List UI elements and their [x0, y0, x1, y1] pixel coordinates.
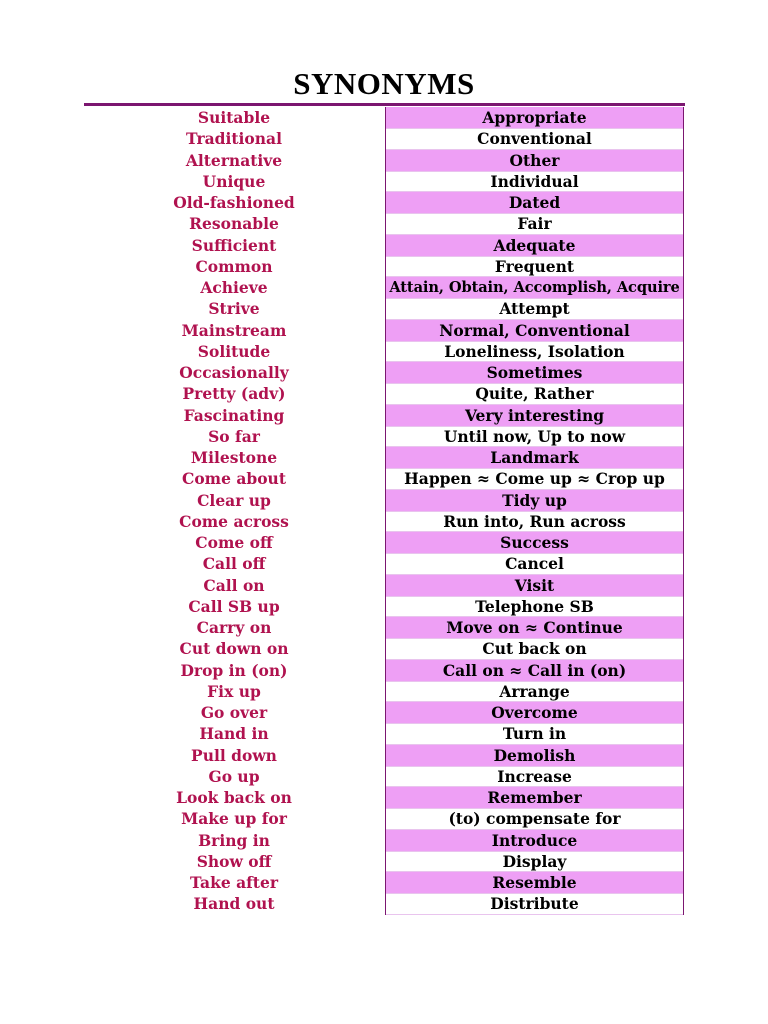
synonym-cell: Cancel [385, 553, 684, 574]
word-cell: Take after [190, 873, 278, 892]
table-row [84, 808, 685, 829]
table-row [84, 235, 685, 256]
table-row [84, 426, 685, 447]
table-row [84, 277, 685, 298]
word-cell: Pretty (adv) [182, 384, 286, 404]
synonym-cell: Turn in [385, 723, 684, 744]
table-row [84, 872, 685, 893]
table-row [84, 320, 685, 341]
word-cell: Come off [195, 533, 273, 552]
synonym-cell: Success [385, 532, 684, 553]
synonym-table [84, 107, 685, 915]
synonym-cell: Overcome [385, 702, 684, 723]
word-cell: Achieve [200, 278, 268, 297]
synonym-cell: Increase [385, 766, 684, 787]
table-row [84, 107, 685, 128]
table-row [84, 362, 685, 383]
table-row [84, 256, 685, 277]
word-cell: Come about [182, 469, 286, 489]
word-cell: Traditional [186, 129, 282, 149]
synonym-cell: Attain, Obtain, Accomplish, Acquire [385, 277, 684, 298]
synonym-cell: Quite, Rather [385, 383, 684, 404]
word-cell: Suitable [197, 108, 271, 127]
synonym-cell: Resemble [385, 872, 684, 893]
synonym-cell: Adequate [385, 235, 684, 256]
table-row [84, 447, 685, 468]
synonym-cell: Until now, Up to now [385, 426, 684, 447]
word-cell: Hand in [199, 724, 269, 744]
synonym-cell: Other [385, 150, 684, 171]
table-row [84, 660, 685, 681]
table-row [84, 787, 685, 808]
table-row [84, 150, 685, 171]
word-cell: Look back on [176, 788, 292, 807]
synonym-cell: Run into, Run across [385, 511, 684, 532]
table-row [84, 383, 685, 404]
word-cell: Call on [203, 575, 265, 595]
table-row [84, 490, 685, 511]
table-row [84, 405, 685, 426]
synonym-cell: Happen ≈ Come up ≈ Crop up [385, 468, 684, 489]
word-cell: Drop in (on) [180, 660, 288, 680]
word-cell: Milestone [190, 448, 278, 467]
word-cell: Mainstream [181, 320, 287, 340]
table-row [84, 596, 685, 617]
word-cell: Go over [200, 703, 268, 722]
word-cell: Come across [179, 511, 289, 531]
word-cell: Clear up [197, 490, 271, 510]
table-row [84, 702, 685, 723]
synonym-cell: Frequent [385, 256, 684, 277]
synonym-cell: Display [385, 851, 684, 872]
page-title: SYNONYMS [293, 66, 475, 101]
table-row [84, 893, 685, 914]
synonym-cell: Normal, Conventional [385, 320, 684, 341]
word-cell: Old-fashioned [173, 193, 295, 212]
synonym-cell: Remember [385, 787, 684, 808]
synonym-cell: Very interesting [385, 405, 684, 426]
table-row [84, 830, 685, 851]
table-row [84, 341, 685, 362]
synonym-cell: Fair [385, 213, 684, 234]
synonym-cell: Arrange [385, 681, 684, 702]
table-row [84, 532, 685, 553]
synonym-cell: Loneliness, Isolation [385, 341, 684, 362]
word-cell: So far [208, 426, 260, 446]
synonym-cell: Call on ≈ Call in (on) [385, 660, 684, 681]
synonym-cell: Individual [385, 171, 684, 192]
table-row [84, 681, 685, 702]
title-divider [84, 103, 685, 106]
table-row [84, 128, 685, 149]
synonym-cell: Sometimes [385, 362, 684, 383]
synonym-cell: Appropriate [385, 107, 684, 128]
word-cell: Fix up [207, 681, 261, 701]
table-row [84, 766, 685, 787]
word-cell: Show off [196, 851, 272, 871]
table-row [84, 575, 685, 596]
table-row [84, 298, 685, 319]
word-cell: Pull down [191, 745, 277, 765]
word-cell: Solitude [197, 341, 271, 361]
table-row [84, 617, 685, 638]
word-cell: Call off [202, 554, 266, 574]
synonym-cell: Conventional [385, 128, 684, 149]
synonym-cell: Visit [385, 575, 684, 596]
word-cell: Bring in [198, 830, 270, 850]
word-cell: Call SB up [188, 596, 280, 616]
synonym-cell: Demolish [385, 745, 684, 766]
word-cell: Make up for [181, 809, 287, 829]
word-cell: Hand out [193, 894, 275, 914]
synonym-cell: Telephone SB [385, 596, 684, 617]
table-row [84, 638, 685, 659]
table-row [84, 171, 685, 192]
word-cell: Unique [202, 171, 266, 191]
word-cell: Sufficient [191, 235, 277, 255]
table-row [84, 553, 685, 574]
word-cell: Fascinating [183, 405, 285, 425]
table-row [84, 192, 685, 213]
word-cell: Resonable [189, 214, 279, 234]
table-row [84, 511, 685, 532]
synonym-cell: Cut back on [385, 638, 684, 659]
synonym-cell: Attempt [385, 298, 684, 319]
word-cell: Carry on [196, 618, 272, 637]
table-row [84, 723, 685, 744]
synonym-cell: Introduce [385, 830, 684, 851]
word-cell: Occasionally [179, 363, 289, 382]
word-cell: Go up [208, 766, 260, 786]
word-cell: Cut down on [179, 639, 289, 659]
synonym-cell: (to) compensate for [385, 808, 684, 829]
table-row [84, 468, 685, 489]
synonym-cell: Move on ≈ Continue [385, 617, 684, 638]
table-row [84, 213, 685, 234]
word-cell: Alternative [185, 150, 283, 170]
table-row [84, 745, 685, 766]
word-cell: Common [195, 256, 273, 276]
synonym-cell: Dated [385, 192, 684, 213]
synonym-cell: Landmark [385, 447, 684, 468]
word-cell: Strive [208, 299, 260, 319]
table-row [84, 851, 685, 872]
synonym-cell: Distribute [385, 893, 684, 914]
synonym-cell: Tidy up [385, 490, 684, 511]
